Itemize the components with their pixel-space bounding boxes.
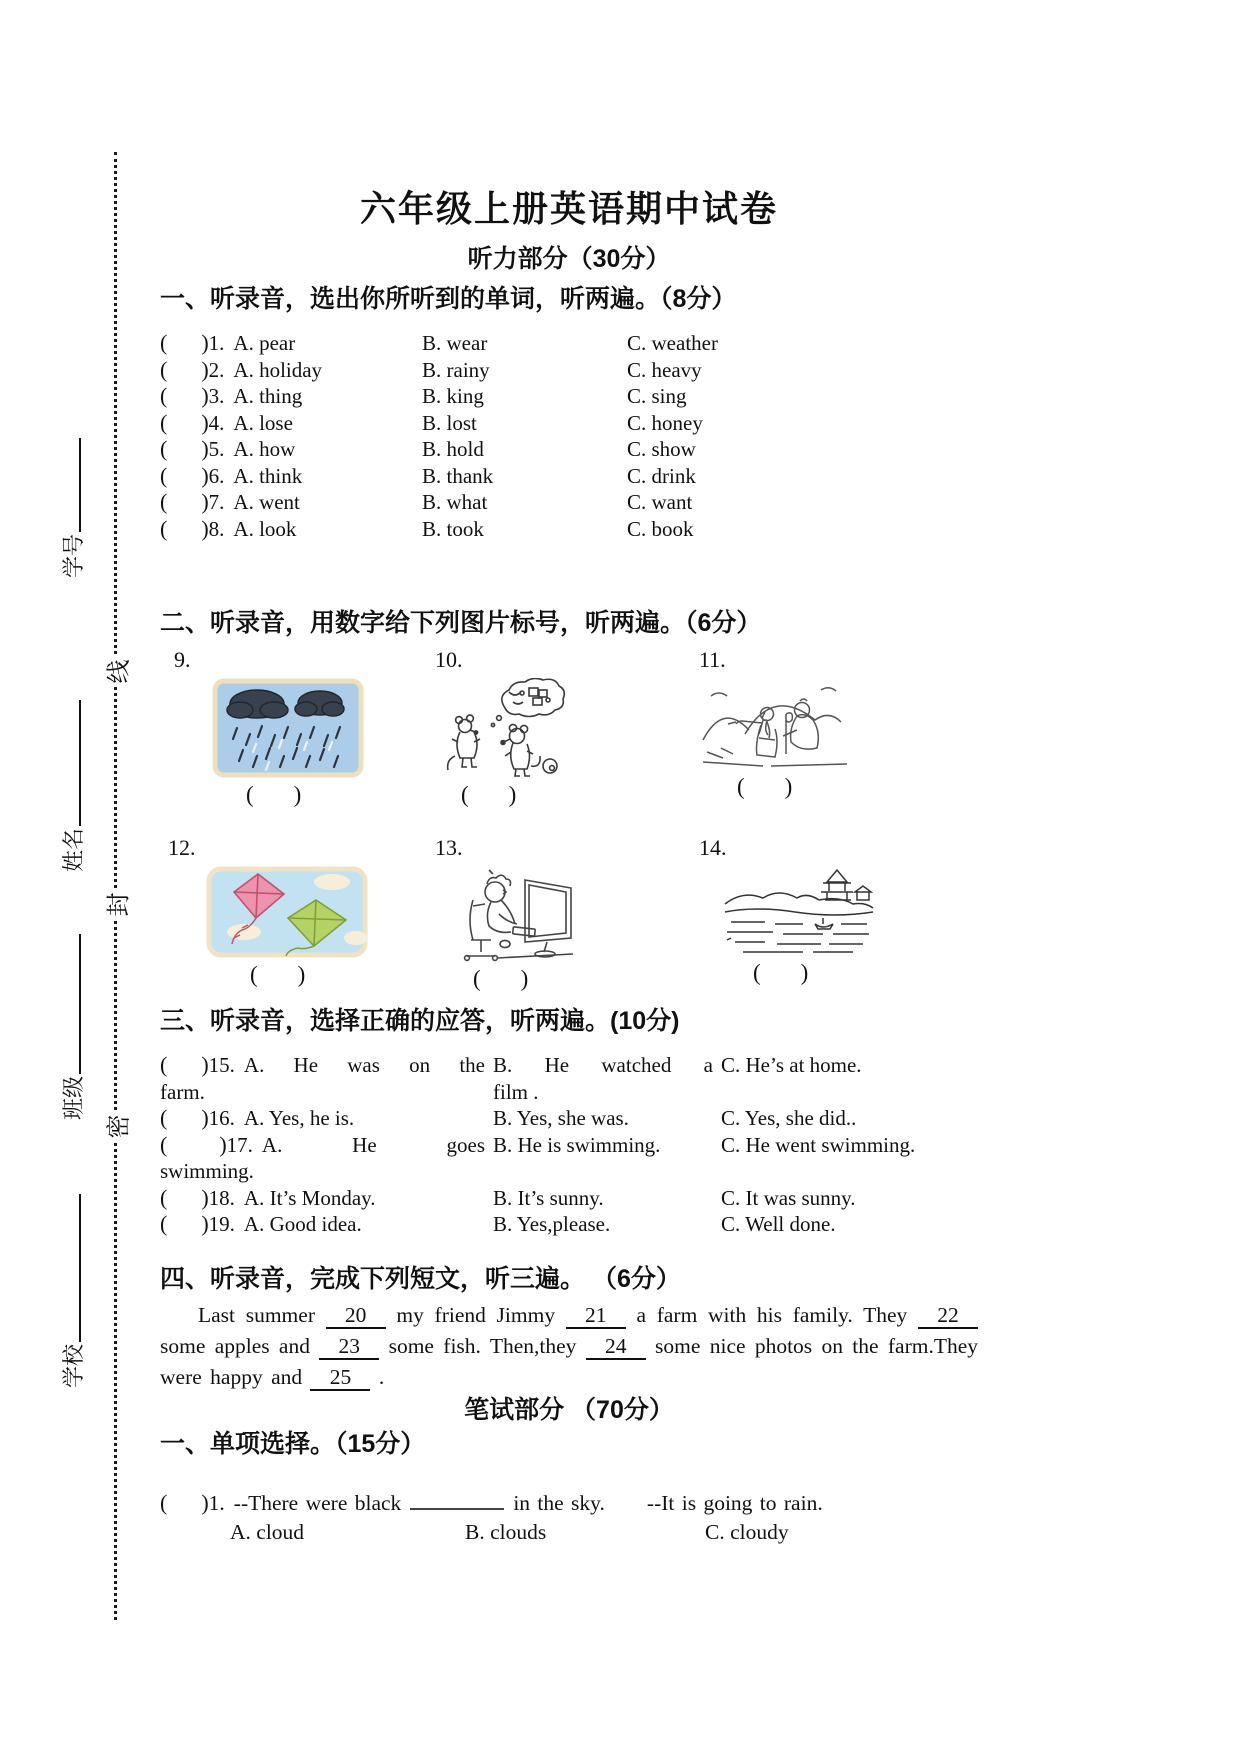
written-part-title: 笔试部分 （70分） — [464, 1395, 674, 1424]
rain-clouds-picture — [212, 678, 364, 778]
option-a: A. He was on the — [243, 1053, 485, 1077]
section1-items — [160, 330, 978, 542]
word-choice-row — [160, 516, 978, 543]
item-number: 3. — [208, 384, 225, 408]
option-c: C. Well done. — [721, 1212, 836, 1236]
passage-text: some apples and — [160, 1333, 320, 1358]
class-label: 班级 — [61, 1075, 86, 1120]
option-b: B. Yes, she was. — [493, 1106, 629, 1130]
picture-cell-11 — [675, 646, 978, 808]
response-choice-row — [160, 1132, 978, 1159]
fill-blank — [410, 1489, 504, 1510]
item-number: 2. — [208, 357, 225, 382]
option-c: C. Yes, she did.. — [721, 1106, 857, 1130]
answer-slot: ( ) — [160, 489, 209, 514]
word-choice-row — [160, 330, 978, 357]
page-title: 六年级上册英语期中试卷 — [359, 188, 778, 229]
option-a: A. Good idea. — [243, 1212, 362, 1236]
student-number-field — [57, 428, 88, 578]
name-blank — [62, 700, 81, 826]
option-b: B. lost — [422, 410, 477, 435]
answer-slot: ( ) — [160, 1052, 209, 1077]
section2-heading: 二、听录音，用数字给下列图片标号，听两遍。（6分） — [160, 609, 762, 637]
passage-blank: 24 — [586, 1335, 646, 1360]
item-number: 1. — [208, 331, 225, 355]
option-a: A. pear — [233, 331, 296, 355]
passage-blank: 25 — [310, 1366, 370, 1391]
item-number: 18. — [208, 1185, 235, 1210]
passage-blank: 21 — [566, 1304, 626, 1329]
response-choice-row — [160, 1105, 978, 1132]
section4-heading: 四、听录音，完成下列短文，听三遍。 （6分） — [160, 1264, 681, 1293]
student-number-blank — [62, 438, 81, 532]
option-a: A. cloud — [230, 1519, 305, 1544]
passage-blank: 23 — [319, 1335, 379, 1360]
option-a: A. lose — [233, 410, 293, 435]
question-stem-reply: --It is going to rain. — [646, 1490, 823, 1515]
picture-cell-9 — [160, 646, 435, 808]
response-choice-continuation — [160, 1079, 978, 1106]
answer-slot: ( ) — [160, 436, 209, 461]
answer-slot: ( ) — [160, 1131, 227, 1157]
school-field — [57, 1182, 88, 1388]
item-number: 17. — [226, 1132, 253, 1157]
old-men-and-mountains-picture — [701, 678, 851, 770]
option-c: C. book — [627, 516, 694, 541]
response-choice-row — [160, 1211, 978, 1238]
question-stem: --There were black — [233, 1490, 402, 1515]
picture-number: 14. — [699, 835, 727, 860]
school-blank — [62, 1194, 81, 1342]
main-content — [160, 186, 978, 1547]
option-a: A. think — [233, 463, 303, 488]
option-b: B. thank — [422, 463, 494, 488]
answer-slot: ( ) — [160, 515, 209, 541]
name-field — [57, 688, 88, 872]
option-b: B. wear — [422, 331, 488, 355]
cloze-passage — [160, 1300, 978, 1393]
option-a-continued: farm. — [160, 1079, 205, 1104]
picture-answer-slot: ( ) — [246, 782, 302, 807]
option-a: A. thing — [233, 384, 303, 408]
option-b: B. Yes,please. — [493, 1212, 611, 1236]
picture-cell-14 — [675, 834, 978, 992]
picture-cell-10 — [435, 646, 675, 808]
response-choice-row — [160, 1185, 978, 1212]
picture-answer-slot: ( ) — [737, 774, 793, 799]
answer-slot: ( ) — [160, 1489, 209, 1515]
seal-char-xian: 线 — [97, 657, 136, 687]
word-choice-row — [160, 383, 978, 410]
item-number: 7. — [208, 490, 225, 514]
passage-text: some nice photos on the farm.They were happy and — [160, 1333, 979, 1389]
item-number: 8. — [208, 516, 225, 541]
answer-slot: ( ) — [160, 1211, 209, 1236]
item-number: 16. — [208, 1106, 235, 1130]
item-number: 19. — [208, 1212, 235, 1236]
word-choice-row — [160, 357, 978, 384]
option-a: A. It’s Monday. — [243, 1185, 376, 1210]
picture-number: 10. — [435, 647, 463, 672]
answer-slot: ( ) — [160, 1184, 209, 1210]
option-c: C. weather — [627, 331, 718, 355]
option-c: C. cloudy — [705, 1519, 789, 1544]
option-b: B. rainy — [422, 357, 490, 382]
option-b: B. He is swimming. — [493, 1132, 661, 1157]
written-section1-heading: 一、单项选择。（15分） — [160, 1429, 426, 1458]
answer-slot: ( ) — [160, 330, 209, 355]
option-c: C. It was sunny. — [721, 1185, 856, 1210]
question-stem: in the sky. — [513, 1490, 605, 1515]
item-number: 4. — [208, 410, 225, 435]
word-choice-row — [160, 489, 978, 516]
section1-heading: 一、听录音，选出你所听到的单词，听两遍。（8分） — [160, 285, 737, 313]
option-a: A. look — [233, 516, 297, 541]
option-b: B. king — [422, 384, 484, 408]
option-b-continued: film . — [493, 1079, 539, 1104]
option-b: B. clouds — [465, 1519, 547, 1544]
picture-answer-slot: ( ) — [473, 966, 529, 991]
student-number-label: 学号 — [61, 533, 86, 578]
option-c: C. want — [627, 490, 693, 514]
option-b: B. hold — [422, 437, 484, 461]
section2 — [160, 608, 978, 992]
temple-by-lake-picture — [723, 866, 875, 956]
option-b: B. took — [422, 516, 484, 541]
class-field — [57, 922, 88, 1120]
answer-slot: ( ) — [160, 383, 209, 408]
option-a: A. He goes — [261, 1132, 485, 1157]
option-c: C. He went swimming. — [721, 1132, 916, 1157]
item-number: 15. — [208, 1053, 235, 1077]
option-a-continued: swimming. — [160, 1159, 254, 1183]
word-choice-row — [160, 436, 978, 463]
passage-blank: 20 — [326, 1304, 386, 1329]
response-choice-continuation — [160, 1158, 978, 1185]
picture-number: 13. — [435, 835, 463, 860]
listening-part-title: 听力部分（30分） — [467, 245, 671, 273]
option-c: C. sing — [627, 384, 687, 408]
answer-slot: ( ) — [160, 462, 209, 488]
seal-dotted-line — [114, 152, 117, 1620]
item-number: 1. — [208, 1490, 225, 1515]
option-c: C. He’s at home. — [721, 1053, 862, 1077]
passage-text: my friend Jimmy — [385, 1302, 566, 1327]
option-c-continued — [721, 1079, 978, 1106]
option-b: B. He watched a — [493, 1053, 713, 1077]
two-mice-thought-bubble-picture — [443, 678, 571, 778]
passage-text: . — [370, 1364, 385, 1389]
kites-in-sky-picture — [206, 866, 368, 958]
passage-text: a farm with his family. They — [625, 1302, 918, 1327]
picture-row-2 — [160, 834, 978, 992]
word-choice-row — [160, 463, 978, 490]
answer-slot: ( ) — [160, 1105, 209, 1130]
person-at-computer-picture — [453, 866, 591, 962]
picture-answer-slot: ( ) — [753, 960, 809, 985]
picture-answer-slot: ( ) — [250, 962, 306, 987]
seal-char-feng: 封 — [97, 890, 136, 920]
section3-items — [160, 1052, 978, 1238]
passage-blank: 22 — [918, 1304, 978, 1329]
picture-number: 9. — [174, 647, 191, 672]
response-choice-row — [160, 1052, 978, 1079]
section3-heading: 三、听录音，选择正确的应答，听两遍。(10分) — [160, 1007, 680, 1035]
passage-text: Last summer — [198, 1302, 326, 1327]
picture-answer-slot: ( ) — [461, 782, 517, 807]
written-question-1-options — [160, 1517, 978, 1547]
picture-number: 12. — [168, 835, 196, 860]
seal-char-mi: 密 — [97, 1112, 136, 1142]
written-question-1 — [160, 1489, 978, 1517]
option-a: A. went — [233, 490, 300, 514]
option-b: B. what — [422, 490, 488, 514]
option-b-continued — [493, 1158, 721, 1185]
answer-slot: ( ) — [160, 409, 209, 435]
word-choice-row — [160, 410, 978, 437]
option-c: C. drink — [627, 463, 696, 488]
item-number: 6. — [208, 463, 225, 488]
option-a: A. Yes, he is. — [243, 1106, 355, 1130]
item-number: 5. — [208, 437, 225, 461]
class-blank — [62, 934, 81, 1074]
option-c-continued — [721, 1158, 978, 1185]
option-a: A. holiday — [233, 357, 323, 382]
option-c: C. show — [627, 437, 696, 461]
option-b: B. It’s sunny. — [493, 1185, 604, 1210]
name-label: 姓名 — [61, 827, 86, 872]
option-c: C. honey — [627, 410, 703, 435]
school-label: 学校 — [61, 1343, 86, 1388]
picture-cell-13 — [435, 834, 675, 992]
answer-slot: ( ) — [160, 356, 209, 382]
option-c: C. heavy — [627, 357, 702, 382]
picture-number: 11. — [699, 647, 726, 672]
picture-cell-12 — [160, 834, 435, 992]
picture-row-1 — [160, 646, 978, 808]
passage-text: some fish. Then,they — [379, 1333, 586, 1358]
option-a: A. how — [233, 437, 296, 461]
